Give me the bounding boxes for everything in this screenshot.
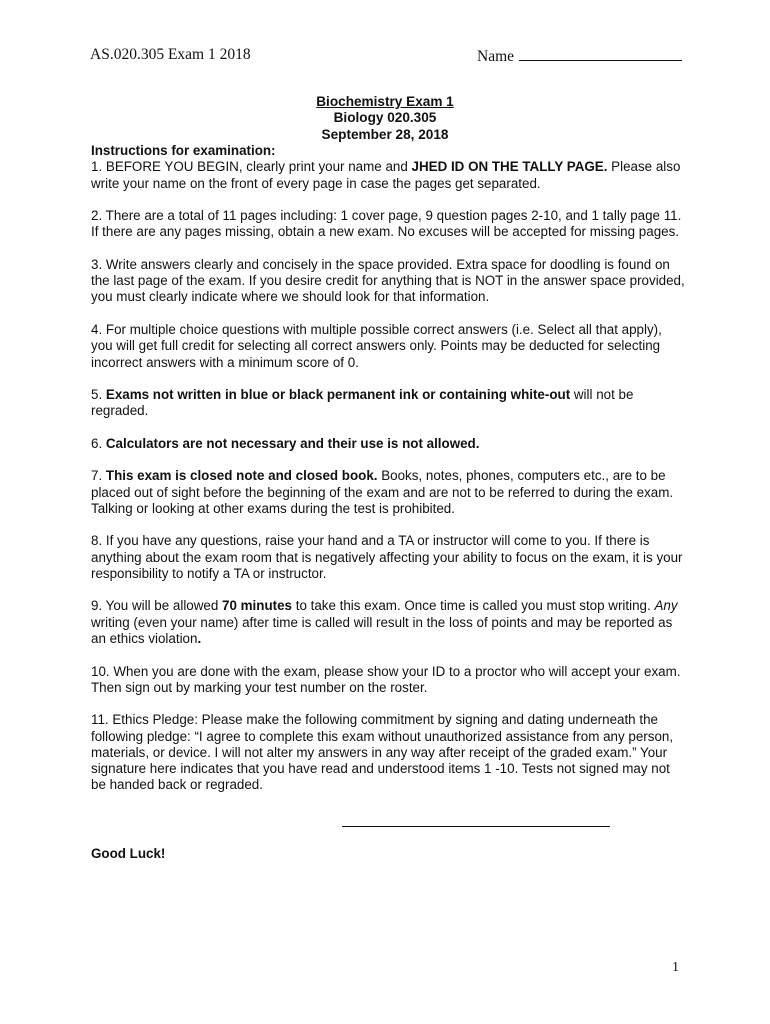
name-field: [477, 46, 682, 66]
page-number: 1: [672, 960, 679, 975]
name-label: Name: [477, 48, 515, 65]
course-header: AS.020.305 Exam 1 2018: [90, 46, 251, 63]
instruction-6: 6. Calculators are not necessary and their use is not allowed.: [91, 435, 480, 451]
signature-line: [342, 826, 610, 827]
exam-date: September 28, 2018: [321, 126, 449, 142]
exam-title: Biochemistry Exam 1: [316, 94, 454, 109]
instruction-3: 3. Write answers clearly and concisely in the space provided. Extra space for doodling is found on the last page of the exam. If you desire credit for anything that is NOT in the answer space provided, you must clearly indicate where we should look for that information.: [91, 256, 685, 305]
instructions-body: [91, 143, 687, 794]
instruction-9: 9. You will be allowed 70 minutes to take this exam. Once time is called you must stop writing. Any writing (even your name) after time is called will result in the loss of points and may be reported as an ethics violation.: [91, 598, 678, 647]
instruction-11: 11. Ethics Pledge: Please make the following commitment by signing and dating underneath the following pledge: “I agree to complete this exam without unauthorized assistance from any person, materials, or device. I will not alter my answers in any way after receipt of the graded exam.” Your signature here indicates that you have read and understood items 1 -10. Tests not signed may not be handed back or regraded.: [91, 712, 674, 793]
instruction-8: 8. If you have any questions, raise your hand and a TA or instructor will come to you. If there is anything about the exam room that is negatively affecting your ability to focus on the exam, it is your responsibility to notify a TA or instructor.: [91, 533, 683, 581]
instruction-5: 5. Exams not written in blue or black permanent ink or containing white-out will not be regraded.: [91, 387, 634, 419]
course-title: Biology 020.305: [333, 110, 437, 126]
instruction-10: 10. When you are done with the exam, please show your ID to a proctor who will accept your exam. Then sign out by marking your test number on the roster.: [91, 663, 681, 695]
good-luck-text: Good Luck!: [91, 846, 166, 861]
instructions-heading: Instructions for examination:: [91, 143, 276, 158]
instruction-2: 2. There are a total of 11 pages including: 1 cover page, 9 question pages 2-10, and 1 tally page 11. If there are any pages missing, obtain a new exam. No excuses will be accepted for missing pages.: [91, 208, 682, 240]
name-underline: [519, 46, 682, 61]
instruction-7: 7. This exam is closed note and closed book. Books, notes, phones, computers etc., are to be placed out of sight before the beginning of the exam and are not to be referred to during the exam. Talking or looking at other exams during the test is prohibited.: [91, 468, 674, 516]
instruction-4: 4. For multiple choice questions with multiple possible correct answers (i.e. Select all that apply), you will get full credit for selecting all correct answers only. Points may be deducted for selecting incorrect answers with a minimum score of 0.: [91, 321, 662, 370]
exam-title-block: [0, 94, 770, 143]
instruction-1: 1. BEFORE YOU BEGIN, clearly print your name and JHED ID ON THE TALLY PAGE. Please also write your name on the front of every page in case the pages get separated.: [91, 159, 681, 191]
